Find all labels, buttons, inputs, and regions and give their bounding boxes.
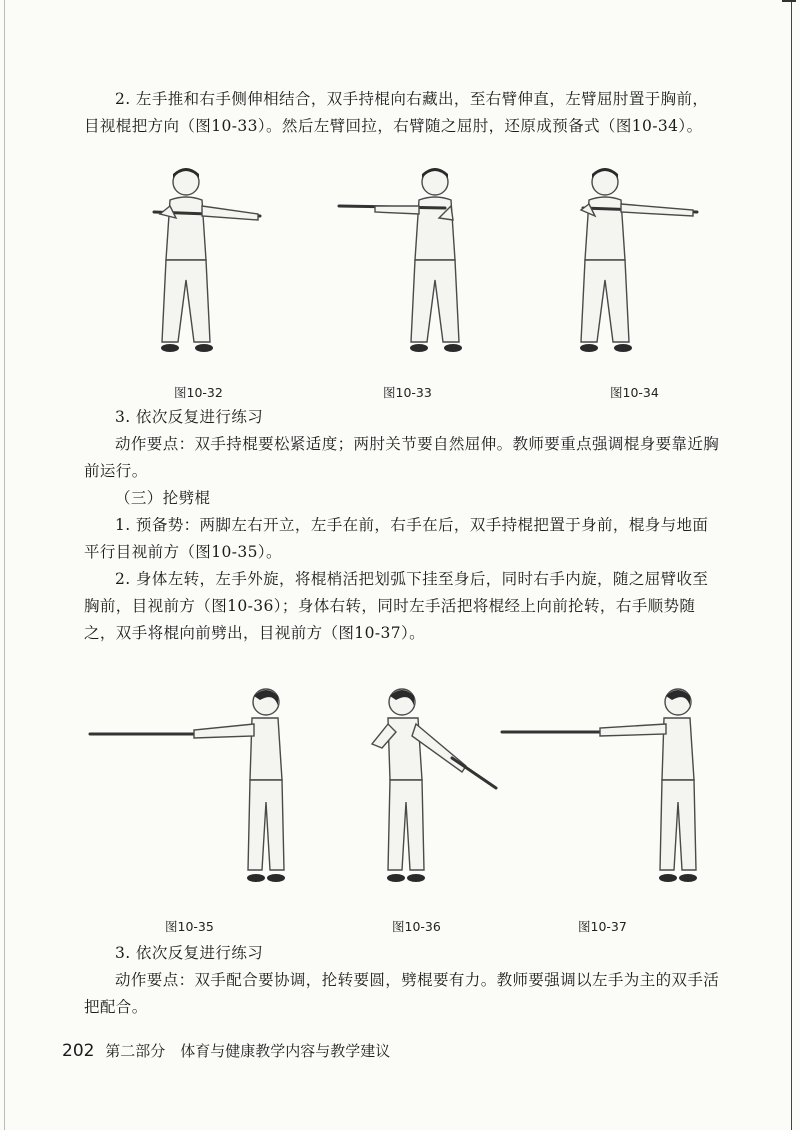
paragraph-turn-and-chop: 2. 身体左转，左手外旋，将棍梢活把划弧下挂至身后，同时右手内旋，随之屈臂收至胸前，目视前方（图10-36）；身体右转，同时左手活把将棍经上向前抡转，右手顺势随之，双手将棍向前劈出，目视前方（图10-37）。: [84, 570, 709, 642]
paragraph-key-points-2: 动作要点：双手配合要协调，抡转要圆，劈棍要有力。教师要强调以左手为主的双手活把配合。: [84, 971, 720, 1016]
figure-10-35-illustration: [84, 682, 304, 892]
page-number: 202: [62, 1041, 95, 1061]
figure-10-34-illustration: [565, 160, 715, 360]
section-heading-lunpi-gun: （三）抡劈棍: [115, 489, 211, 507]
caption-figure-10-33: 图10-33: [383, 385, 432, 400]
page-footer: [62, 1040, 390, 1061]
figure-10-37-illustration: [500, 682, 720, 892]
right-scan-edge: [791, 0, 792, 1130]
crop-mark: [782, 0, 796, 2]
caption-figure-10-35: 图10-35: [165, 919, 214, 934]
figure-10-33-illustration: [335, 160, 485, 360]
running-section-title: 第二部分 体育与健康教学内容与教学建议: [105, 1042, 391, 1060]
caption-figure-10-36: 图10-36: [392, 919, 441, 934]
paragraph-key-points-1: 动作要点：双手持棍要松紧适度；两肘关节要自然屈伸。教师要重点强调棍身要靠近胸前运行。: [84, 435, 720, 480]
caption-figure-10-34: 图10-34: [610, 385, 659, 400]
figure-10-36-illustration: [360, 682, 510, 892]
paragraph-repeat-practice-1: 3. 依次反复进行练习: [115, 408, 264, 426]
caption-figure-10-32: 图10-32: [174, 385, 223, 400]
paragraph-step-2: 2. 左手推和右手侧伸相结合，双手持棍向右藏出，至右臂伸直，左臂屈肘置于胸前，目视棍把方向（图10-33）。然后左臂回拉，右臂随之屈肘，还原成预备式（图10-34）。: [84, 90, 709, 135]
paragraph-ready-stance: 1. 预备势：两脚左右开立，左手在前，右手在后，双手持棍把置于身前，棍身与地面平行目视前方（图10-35）。: [84, 516, 709, 561]
left-scan-edge: [4, 0, 5, 1130]
caption-figure-10-37: 图10-37: [578, 919, 627, 934]
paragraph-repeat-practice-2: 3. 依次反复进行练习: [115, 944, 264, 962]
figure-10-32-illustration: [130, 160, 280, 360]
